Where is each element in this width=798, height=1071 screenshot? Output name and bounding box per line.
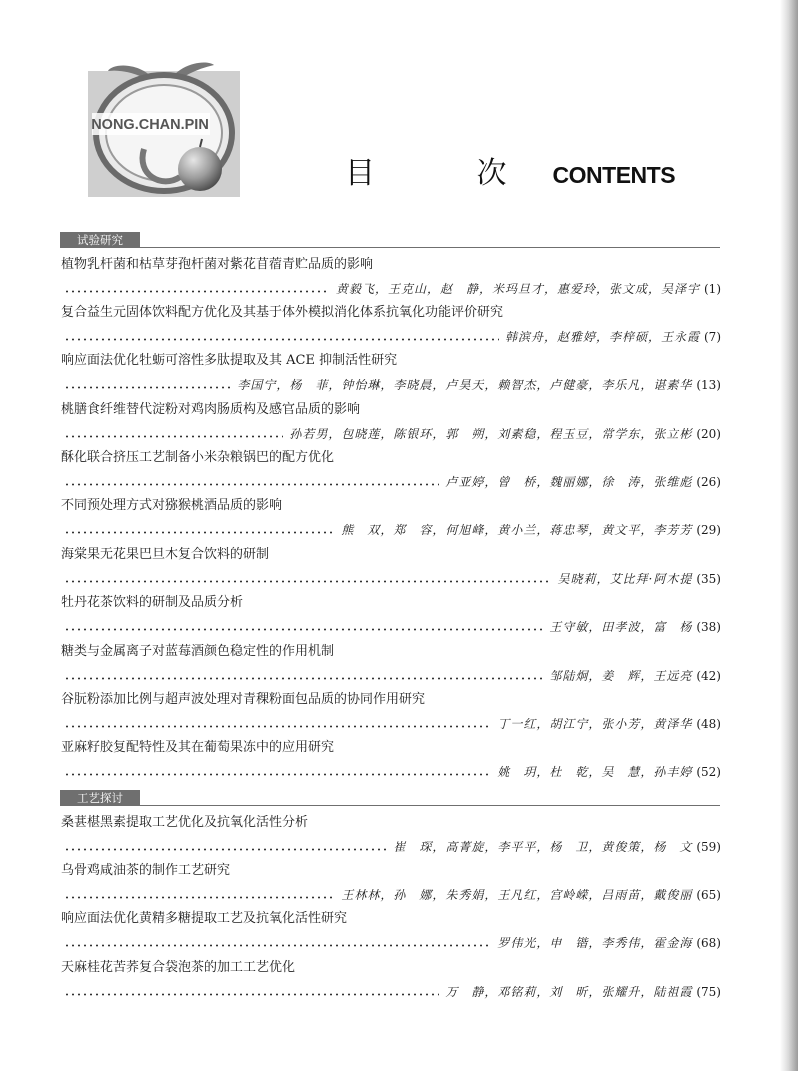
toc-entry-page[interactable]: (68) bbox=[696, 936, 721, 950]
toc-entry-page[interactable]: (75) bbox=[696, 985, 721, 999]
toc-entry-page[interactable]: (7) bbox=[704, 330, 721, 344]
logo-text: NONG.CHAN.PIN bbox=[91, 117, 209, 133]
dot-leader bbox=[64, 944, 491, 947]
toc-entry-page[interactable]: (29) bbox=[696, 523, 721, 537]
toc-entry-line bbox=[64, 763, 721, 781]
title-chinese: 目 次 bbox=[345, 156, 553, 191]
toc-entry-title[interactable]: 响应面法优化牡蛎可溶性多肽提取及其 ACE 抑制活性研究 bbox=[61, 353, 398, 368]
toc-entry-authors: 罗伟光，申 锴，李秀伟，霍金海 bbox=[497, 936, 693, 950]
toc-entry-title[interactable]: 复合益生元固体饮料配方优化及其基于体外模拟消化体系抗氧化功能评价研究 bbox=[61, 305, 504, 320]
toc-entry-title[interactable]: 不同预处理方式对猕猴桃酒品质的影响 bbox=[61, 498, 283, 513]
toc-entry-authors: 李国宁，杨 菲，钟怡琳，李晓晨，卢昊天，赖智杰，卢健豪，李乐凡，谌素华 bbox=[237, 378, 693, 392]
toc-entry-page[interactable]: (35) bbox=[696, 572, 721, 586]
toc-entry-line bbox=[64, 715, 721, 733]
toc-entry-title[interactable]: 天麻桂花苦荞复合袋泡茶的加工工艺优化 bbox=[61, 960, 296, 975]
toc-entry-line bbox=[64, 667, 721, 685]
toc-entry-line bbox=[64, 934, 721, 952]
toc-entry-page[interactable]: (26) bbox=[696, 475, 721, 489]
dot-leader bbox=[64, 677, 543, 680]
toc-entry-line bbox=[64, 838, 721, 856]
page-title bbox=[345, 148, 675, 190]
toc-entry-authors: 黄毅飞，王克山，赵 静，米玛旦才，惠爱玲，张文成，吴泽宇 bbox=[335, 282, 700, 296]
apple-logo-icon bbox=[84, 57, 244, 205]
toc-entry-page[interactable]: (52) bbox=[696, 765, 721, 779]
dot-leader bbox=[64, 483, 439, 486]
toc-entry-title[interactable]: 牡丹花茶饮料的研制及品质分析 bbox=[61, 595, 244, 610]
toc-entry-line bbox=[64, 280, 721, 298]
title-english: CONTENTS bbox=[552, 162, 676, 188]
toc-entry-line bbox=[64, 983, 721, 1001]
dot-leader bbox=[64, 531, 335, 534]
toc-entry-authors: 丁一红，胡江宁，张小芳，黄泽华 bbox=[497, 717, 693, 731]
toc-entry-authors: 姚 玥，杜 乾，吴 慧，孙丰婷 bbox=[497, 765, 693, 779]
toc-entry-line bbox=[64, 425, 721, 443]
toc-entry-page[interactable]: (42) bbox=[696, 669, 721, 683]
toc-entry-authors: 王守敏，田孝波，富 杨 bbox=[549, 620, 693, 634]
toc-entry-authors: 韩滨舟，赵雅婷，李梓硕，王永霞 bbox=[504, 330, 700, 344]
toc-entry-title[interactable]: 糖类与金属离子对蓝莓酒颜色稳定性的作用机制 bbox=[61, 644, 335, 659]
toc-entry-title[interactable]: 亚麻籽胶复配特性及其在葡萄果冻中的应用研究 bbox=[61, 740, 335, 755]
toc-entry-title[interactable]: 海棠果无花果巴旦木复合饮料的研制 bbox=[61, 547, 270, 562]
toc-entry-line bbox=[64, 473, 721, 491]
toc-entry-page[interactable]: (59) bbox=[696, 840, 721, 854]
toc-entry-page[interactable]: (13) bbox=[696, 378, 721, 392]
toc-entry-page[interactable]: (38) bbox=[696, 620, 721, 634]
toc-entry-authors: 卢亚婷，曾 桥，魏丽娜，徐 涛，张维彪 bbox=[445, 475, 693, 489]
dot-leader bbox=[64, 773, 491, 776]
toc-entry-title[interactable]: 酥化联合挤压工艺制备小米杂粮锅巴的配方优化 bbox=[61, 450, 335, 465]
toc-entry-authors: 万 静，邓铭莉，刘 昕，张耀升，陆祖霞 bbox=[445, 985, 693, 999]
toc-entry-page[interactable]: (65) bbox=[696, 888, 721, 902]
toc-entry-line bbox=[64, 376, 721, 394]
section-header-experimental: 试验研究 bbox=[60, 232, 140, 248]
dot-leader bbox=[64, 725, 491, 728]
journal-logo bbox=[84, 57, 244, 205]
dot-leader bbox=[64, 386, 231, 389]
toc-entry-authors: 邹陆炯，姜 辉，王远亮 bbox=[549, 669, 693, 683]
dot-leader bbox=[64, 993, 439, 996]
dot-leader bbox=[64, 628, 543, 631]
toc-entry-title[interactable]: 响应面法优化黄精多糖提取工艺及抗氧化活性研究 bbox=[61, 911, 348, 926]
toc-entry-line bbox=[64, 570, 721, 588]
toc-entry-page[interactable]: (1) bbox=[704, 282, 721, 296]
toc-entry-authors: 孙若男，包晓莲，陈银环，郭 朔，刘素稳，程玉豆，常学东，张立彬 bbox=[289, 427, 693, 441]
toc-entry-title[interactable]: 谷朊粉添加比例与超声波处理对青稞粉面包品质的协同作用研究 bbox=[61, 692, 426, 707]
toc-entry-authors: 吴晓莉，艾比拜·阿木提 bbox=[557, 572, 693, 586]
dot-leader bbox=[64, 290, 330, 293]
dot-leader bbox=[64, 896, 335, 899]
page-edge-shadow bbox=[780, 0, 798, 1071]
toc-entry-title[interactable]: 乌骨鸡咸油茶的制作工艺研究 bbox=[61, 863, 231, 878]
dot-leader bbox=[64, 435, 283, 438]
toc-entry-title[interactable]: 植物乳杆菌和枯草芽孢杆菌对紫花苜蓿青贮品质的影响 bbox=[61, 257, 374, 272]
toc-entry-line bbox=[64, 328, 721, 346]
toc-entry-line bbox=[64, 521, 721, 539]
dot-leader bbox=[64, 848, 387, 851]
toc-entry-title[interactable]: 桃膳食纤维替代淀粉对鸡肉肠质构及感官品质的影响 bbox=[61, 402, 361, 417]
toc-entry-authors: 王林林，孙 娜，朱秀娟，王凡红，宫岭嵘，吕雨苗，戴俊丽 bbox=[341, 888, 693, 902]
dot-leader bbox=[64, 580, 552, 583]
section-rule bbox=[60, 805, 720, 806]
toc-entry-page[interactable]: (48) bbox=[696, 717, 721, 731]
toc-entry-page[interactable]: (20) bbox=[696, 427, 721, 441]
toc-entry-authors: 崔 琛，高菁旋，李平平，杨 卫，黄俊策，杨 文 bbox=[393, 840, 693, 854]
toc-entry-title[interactable]: 桑葚椹黑素提取工艺优化及抗氧化活性分析 bbox=[61, 815, 309, 830]
dot-leader bbox=[64, 338, 499, 341]
toc-entry-line bbox=[64, 618, 721, 636]
section-rule bbox=[60, 247, 720, 248]
toc-entry-line bbox=[64, 886, 721, 904]
toc-entry-authors: 熊 双，郑 容，何旭峰，黄小兰，蒋忠琴，黄文平，李芳芳 bbox=[341, 523, 693, 537]
section-header-process: 工艺探讨 bbox=[60, 790, 140, 806]
